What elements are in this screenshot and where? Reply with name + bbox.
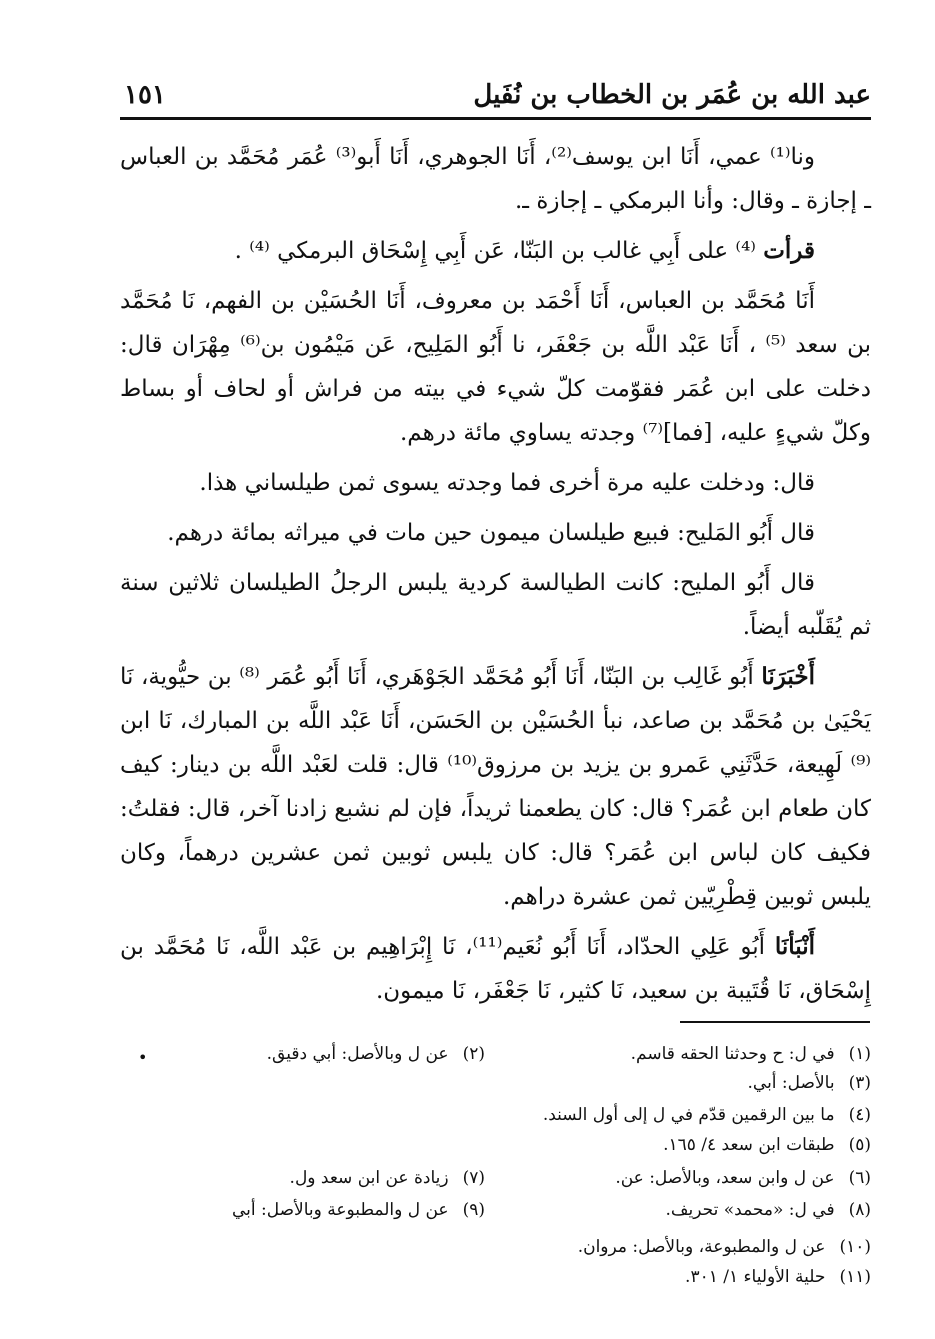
paragraph-6: قال أَبُو المليح: كانت الطيالسة كردية يلبس الرجلُ الطيلسان ثلاثين سنة ثم يُقَلّبه أيضاً. — [120, 570, 871, 640]
lead-word: أَنْبَأنَا — [774, 933, 815, 960]
footnote-4: (٤)ما بين الرقمين قدّم في ل إلى أول السند. — [542, 1105, 871, 1125]
main-text — [120, 135, 871, 1019]
page-number: ١٥١ — [124, 80, 166, 110]
footnote-8: (٨)في ل: «محمد» تحريف. — [665, 1200, 871, 1220]
paragraph-2: قرأت ⁽⁴⁾ على أَبِي غالب بن البَنّا، عَن أَبِي إِسْحَاق البرمكي ⁽⁴⁾ . — [234, 237, 815, 264]
header-rule — [120, 117, 871, 120]
paragraph-5: قال أَبُو المَليح: فبيع طيلسان ميمون حين مات في ميراثه بمائة درهم. — [167, 520, 815, 546]
lead-word: قرأت — [763, 237, 815, 264]
running-title: عبد الله بن عُمَر بن الخطاب بن نُفَيل — [473, 80, 871, 110]
paragraph-3: أَنَا مُحَمَّد بن العباس، أَنَا أَحْمَد بن معروف، أَنَا الحُسَيْن بن الفهم، نَا مُحَمَّد بن سعد ⁽⁵⁾ ، أَنَا عَبْد اللَّه بن جَعْفَر، نا أَبُو المَلِيح، عَن مَيْمُون بن⁽⁶⁾ مِهْرَان قال: دخلت على ابن عُمَر فقوّمت كلّ شيء في بيته من فراش أو لحاف أو بساط وكلّ شيءٍ عليه، [فما]⁽⁷⁾ وجدته يساوي مائة درهم. — [120, 288, 871, 446]
footnote-1: (١)في ل: ح وحدثنا الحقه قاسم. — [630, 1044, 871, 1064]
paragraph-1: ونا⁽¹⁾ عمي، أَنَا ابن يوسف⁽²⁾، أَنَا الجوهري، أَنَا أَبو⁽³⁾ عُمَر مُحَمَّد بن العباس ـ إجازة ـ وقال: وأنا البرمكي ـ إجازة ـ. — [120, 144, 871, 214]
footnote-5: (٥)طبقات ابن سعد ٤/ ١٦٥. — [663, 1135, 871, 1155]
paragraph-4: قال: ودخلت عليه مرة أخرى فما وجدته يسوى ثمن طيلساني هذا. — [199, 470, 815, 496]
footnote-3: (٣)بالأصل: أبي. — [747, 1073, 871, 1093]
lead-word: أَخْبَرَنَا — [761, 663, 815, 690]
paragraph-8: أَنْبَأنَا أَبُو عَلِي الحدّاد، أَنَا أَبُو نُعَيم⁽¹¹⁾، نَا إِبْرَاهِيم بن عَبْد اللَّه، نَا مُحَمَّد بن إِسْحَاق، نَا قُتَيبة بن سعيد، نَا كثير، نَا جَعْفَر، نَا ميمون. — [120, 933, 871, 1004]
margin-dot: • — [138, 1048, 148, 1067]
footnote-11: (١١)حلية الأولياء ١/ ٣٠١. — [685, 1267, 871, 1287]
footnote-2: (٢)عن ل وبالأصل: أبي دقيق. — [266, 1044, 485, 1064]
paragraph-7: أَخْبَرَنَا أَبُو غَالِب بن البَنّا، أَنَا أَبُو مُحَمَّد الجَوْهَري، أَنَا أَبُو عُمَر ⁽⁸⁾ بن حيُّوية، نَا يَحْيَىٰ بن مُحَمَّد بن صاعد، نبأ الحُسَيْن بن الحَسَن، أَنَا عَبْد اللَّه بن المبارك، نَا ابن ⁽⁹⁾ لَهِيعة، حَدَّثَنِي عَمرو بن يزيد بن مرزوق⁽¹⁰⁾ قال: قلت لعَبْد اللَّه بن دينار: كيف كان طعام ابن عُمَر؟ قال: كان يطعمنا ثريداً، فإن لم نشبع زادنا آخر، قال: فقلتُ: فكيف كان لباس ابن عُمَر؟ قال: كان يلبس ثوبين ثمن عشرين درهماً، وكان يلبس ثوبين قِطْرِيّين ثمن عشرة دراهم. — [120, 663, 872, 910]
footnote-6: (٦)عن ل وابن سعد، وبالأصل: عن. — [615, 1168, 871, 1188]
footnote-9: (٩)عن ل والمطبوعة وبالأصل: أبي — [231, 1200, 485, 1220]
footnote-7: (٧)زيادة عن ابن سعد ول. — [289, 1168, 485, 1188]
footnote-10: (١٠)عن ل والمطبوعة، وبالأصل: مروان. — [577, 1237, 871, 1257]
footnote-rule — [680, 1021, 870, 1023]
